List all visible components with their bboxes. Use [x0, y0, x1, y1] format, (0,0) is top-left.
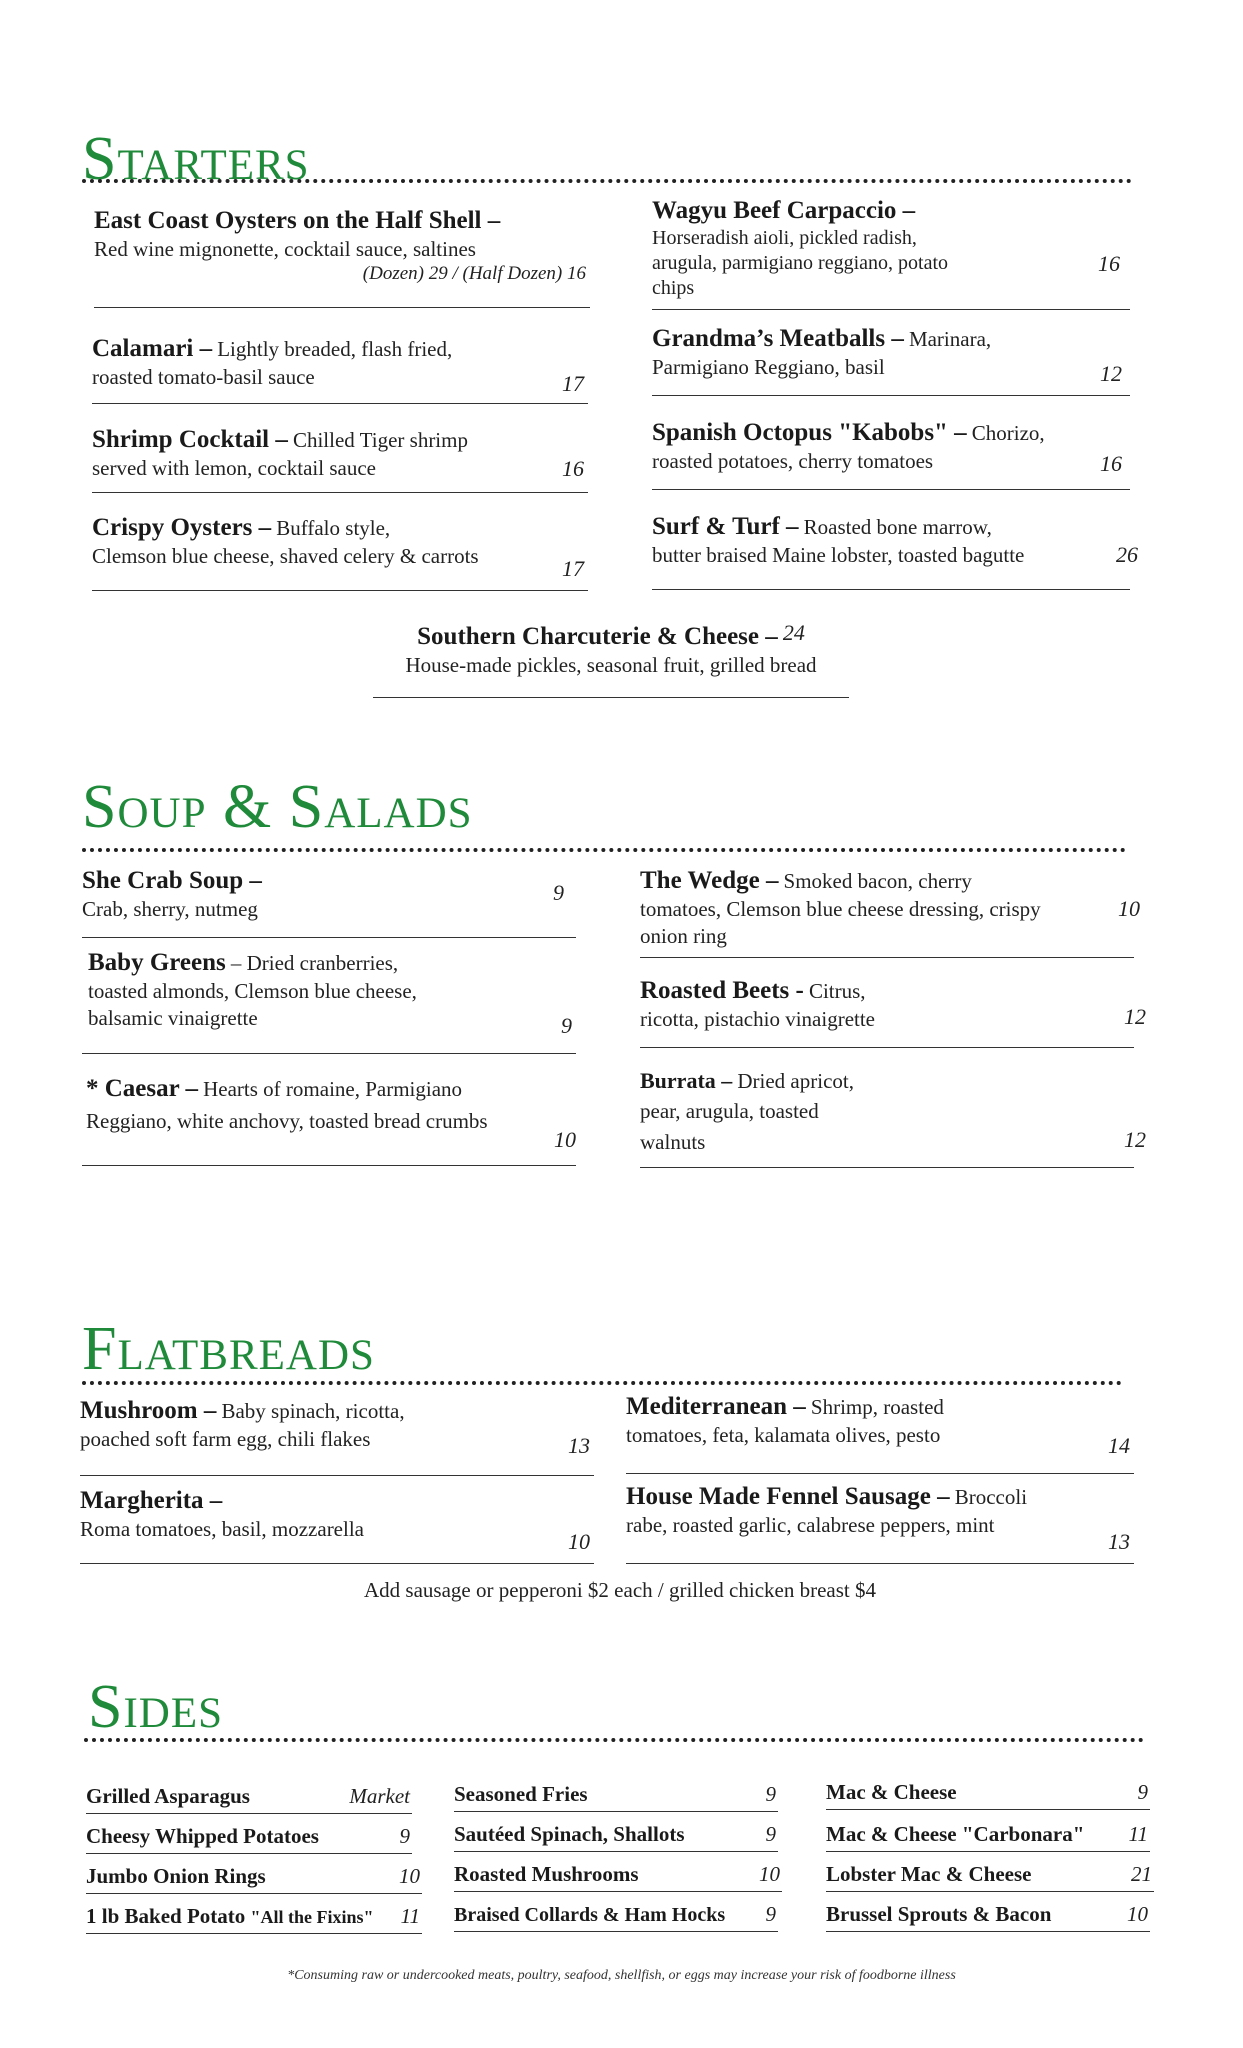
item-price: 17	[562, 371, 584, 396]
item-description-lead: Marinara,	[908, 327, 992, 351]
item-name: Surf & Turf –	[652, 513, 799, 540]
item-price: (Dozen) 29 / (Half Dozen) 16	[362, 263, 586, 284]
menu-item	[640, 1066, 1146, 1168]
side-name: Roasted Mushrooms	[454, 1862, 639, 1886]
item-description-lead: Citrus,	[808, 979, 866, 1003]
foodborne-illness-disclaimer: *Consuming raw or undercooked meats, poultry, seafood, shellfish, or eggs may increase your risk of foodborne illness	[287, 1968, 956, 1983]
side-price: 10	[399, 1864, 420, 1888]
side-name: Grilled Asparagus	[86, 1784, 250, 1808]
menu-item	[82, 866, 576, 938]
menu-item	[82, 948, 576, 1054]
item-description-lead: Smoked bacon, cherry	[783, 869, 972, 893]
item-description-lead: Chilled Tiger shrimp	[292, 428, 468, 452]
item-price: 12	[1124, 1004, 1146, 1029]
side-name: Brussel Sprouts & Bacon	[826, 1902, 1052, 1926]
side-price: 9	[765, 1782, 776, 1806]
item-description-lead: Broccoli	[954, 1485, 1028, 1509]
side-name: Mac & Cheese "Carbonara"	[826, 1822, 1085, 1846]
menu-item	[652, 196, 1130, 310]
menu-item	[640, 976, 1146, 1048]
side-price: 11	[1128, 1822, 1148, 1846]
item-description: roasted potatoes, cherry tomatoes	[652, 449, 934, 473]
item-name: Grandma’s Meatballs –	[652, 325, 904, 352]
item-name: Burrata –	[640, 1068, 733, 1093]
item-price: 26	[1116, 542, 1138, 567]
item-name: Calamari –	[92, 335, 213, 362]
item-description: toasted almonds, Clemson blue cheese, balsamic vinaigrette	[88, 979, 417, 1030]
side-item	[826, 1854, 1154, 1892]
item-price: 10	[568, 1529, 590, 1554]
side-price: 10	[759, 1862, 780, 1886]
side-name: Braised Collards & Ham Hocks	[454, 1904, 726, 1926]
item-price: 16	[562, 456, 584, 481]
item-description: pear, arugula, toasted walnuts	[640, 1099, 819, 1154]
sides-heading: Sides	[88, 1673, 224, 1741]
item-name: * Caesar –	[86, 1075, 199, 1102]
item-price: 17	[562, 556, 584, 581]
starters-divider	[82, 179, 1132, 183]
item-description-lead: Hearts of romaine, Parmigiano	[203, 1077, 463, 1101]
item-price: 12	[1124, 1127, 1146, 1152]
side-price: 21	[1131, 1862, 1152, 1886]
side-name	[86, 1904, 374, 1929]
item-description: Roma tomatoes, basil, mozzarella	[80, 1517, 364, 1541]
item-name: Baby Greens	[88, 949, 226, 976]
menu-item	[373, 622, 849, 698]
side-price: 9	[399, 1824, 410, 1848]
item-description-lead: Roasted bone marrow,	[803, 515, 992, 539]
side-name: Cheesy Whipped Potatoes	[86, 1824, 319, 1848]
side-item	[826, 1814, 1150, 1852]
item-price: 13	[568, 1433, 590, 1458]
item-name: Roasted Beets -	[640, 977, 804, 1004]
item-description-lead: – Dried cranberries,	[230, 951, 399, 975]
menu-item	[92, 513, 588, 591]
side-name: Mac & Cheese	[826, 1780, 957, 1804]
item-description: ricotta, pistachio vinaigrette	[640, 1007, 875, 1031]
flatbreads-heading: Flatbreads	[82, 1315, 375, 1383]
side-name: Lobster Mac & Cheese	[826, 1862, 1032, 1886]
menu-item	[94, 206, 590, 308]
item-price: 9	[553, 880, 564, 905]
item-name: Margherita –	[80, 1487, 223, 1514]
menu-item	[82, 1074, 576, 1166]
side-item	[86, 1896, 422, 1934]
side-item	[86, 1776, 412, 1814]
item-description-lead: Dried apricot,	[737, 1069, 854, 1093]
item-description-lead: Baby spinach, ricotta,	[221, 1399, 405, 1423]
side-price: Market	[349, 1784, 410, 1808]
item-price: 10	[1118, 896, 1140, 921]
menu-item	[626, 1482, 1134, 1564]
item-name: House Made Fennel Sausage –	[626, 1483, 950, 1510]
side-item	[826, 1772, 1150, 1810]
menu-item	[626, 1392, 1134, 1474]
item-description: rabe, roasted garlic, calabrese peppers, mint	[626, 1513, 995, 1537]
item-name: The Wedge –	[640, 867, 779, 894]
item-description-lead: Lightly breaded, flash fried,	[217, 337, 453, 361]
item-price: 10	[554, 1127, 576, 1152]
menu-item	[80, 1486, 594, 1564]
side-item	[454, 1774, 778, 1812]
flatbreads-divider	[82, 1381, 1122, 1385]
side-price: 9	[765, 1822, 776, 1846]
item-description: Clemson blue cheese, shaved celery & carrots	[92, 544, 479, 568]
side-item	[86, 1816, 412, 1854]
side-name: Seasoned Fries	[454, 1782, 588, 1806]
side-item	[454, 1854, 782, 1892]
soup-salads-divider	[82, 848, 1126, 852]
item-price: 9	[561, 1013, 572, 1038]
item-description: poached soft farm egg, chili flakes	[80, 1427, 371, 1451]
item-description: Parmigiano Reggiano, basil	[652, 355, 885, 379]
side-item	[454, 1814, 778, 1852]
side-item	[86, 1856, 422, 1894]
item-name: Spanish Octopus "Kabobs" –	[652, 419, 967, 446]
flatbread-addons-note: Add sausage or pepperoni $2 each / grilled chicken breast $4	[364, 1578, 876, 1602]
item-description-lead: Chorizo,	[971, 421, 1045, 445]
item-description-lead: Buffalo style,	[276, 516, 391, 540]
menu-item	[92, 334, 588, 404]
starters-heading: Starters	[82, 125, 310, 193]
menu-item	[652, 418, 1130, 490]
item-price: 13	[1108, 1529, 1130, 1554]
side-price: 9	[765, 1902, 776, 1926]
side-price: 10	[1127, 1902, 1148, 1926]
item-price: 16	[1100, 451, 1122, 476]
soup-salads-heading: Soup & Salads	[82, 773, 473, 841]
menu-item	[640, 866, 1140, 958]
item-description: House-made pickles, seasonal fruit, grilled bread	[405, 653, 817, 677]
item-description: tomatoes, feta, kalamata olives, pesto	[626, 1423, 941, 1447]
item-name: Crispy Oysters –	[92, 514, 272, 541]
side-item	[826, 1894, 1150, 1932]
side-name: Jumbo Onion Rings	[86, 1864, 266, 1888]
item-description-lead: Shrimp, roasted	[810, 1395, 944, 1419]
item-description: Horseradish aioli, pickled radish, arugula, parmigiano reggiano, potato chips	[652, 227, 949, 299]
item-price: 16	[1098, 251, 1120, 276]
menu-item	[80, 1396, 594, 1476]
item-name: Southern Charcuterie & Cheese –	[417, 623, 778, 650]
menu-item	[652, 512, 1138, 590]
menu-item	[92, 425, 588, 493]
item-name: Shrimp Cocktail –	[92, 426, 288, 453]
item-name: Wagyu Beef Carpaccio –	[652, 197, 916, 224]
item-description: Crab, sherry, nutmeg	[82, 897, 258, 921]
item-description: Reggiano, white anchovy, toasted bread crumbs	[86, 1109, 488, 1133]
side-item	[454, 1894, 778, 1932]
menu-item	[652, 324, 1130, 396]
item-price: 24	[782, 620, 805, 645]
item-description: served with lemon, cocktail sauce	[92, 456, 376, 480]
side-name-note: "All the Fixins"	[250, 1907, 374, 1927]
side-name-main: 1 lb Baked Potato	[86, 1904, 246, 1928]
sides-divider	[84, 1738, 1144, 1742]
item-price: 12	[1100, 361, 1122, 386]
side-price: 11	[400, 1904, 420, 1928]
item-name: Mediterranean –	[626, 1393, 806, 1420]
item-description: butter braised Maine lobster, toasted bagutte	[652, 543, 1025, 567]
item-description: Red wine mignonette, cocktail sauce, saltines	[94, 237, 476, 261]
item-description: roasted tomato-basil sauce	[92, 365, 315, 389]
item-price: 14	[1108, 1433, 1130, 1458]
side-price: 9	[1137, 1780, 1148, 1804]
item-name: Mushroom –	[80, 1397, 217, 1424]
side-name: Sautéed Spinach, Shallots	[454, 1822, 685, 1846]
item-name: East Coast Oysters on the Half Shell –	[94, 207, 501, 234]
item-description: tomatoes, Clemson blue cheese dressing, crispy onion ring	[640, 897, 1041, 948]
item-name: She Crab Soup –	[82, 867, 262, 894]
